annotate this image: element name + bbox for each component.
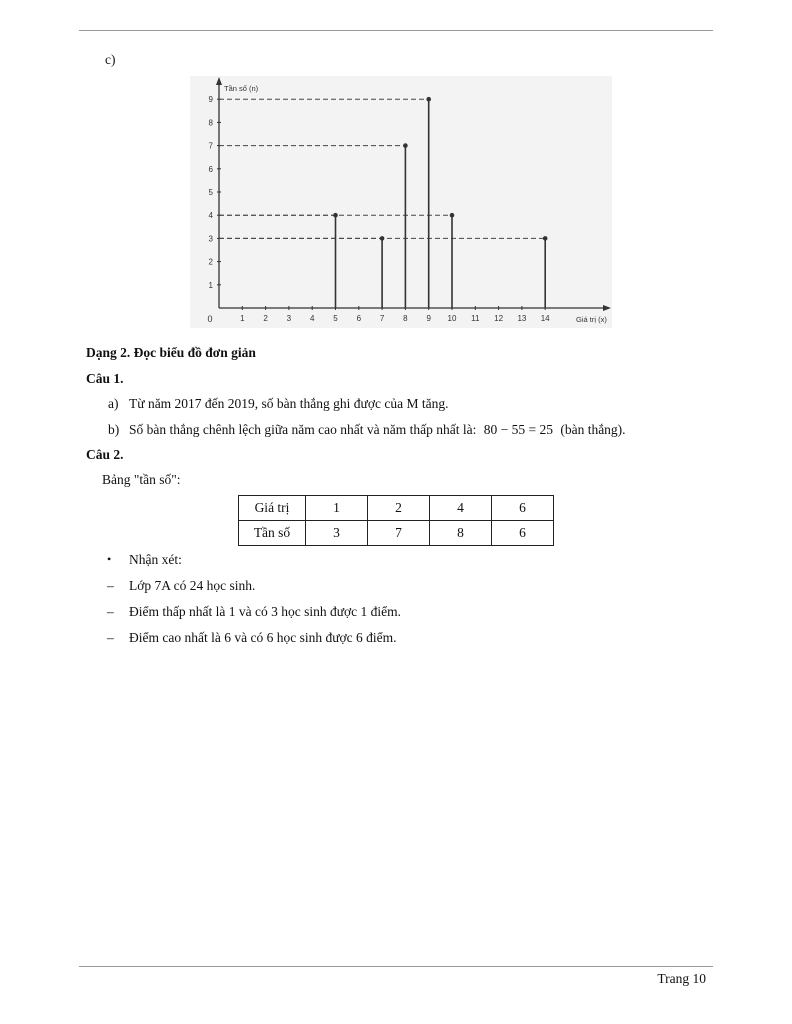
data-point bbox=[543, 236, 548, 241]
remark-item: Điểm cao nhất là 6 và có 6 học sinh được 6 điểm. bbox=[129, 630, 397, 645]
section-title: Dạng 2. Đọc biểu đồ đơn giản bbox=[86, 345, 256, 360]
page-number: Trang 10 bbox=[657, 971, 706, 986]
dash-icon: – bbox=[107, 630, 114, 645]
frequency-chart bbox=[190, 76, 612, 328]
x-tick-label: 8 bbox=[403, 314, 408, 323]
y-tick-label: 9 bbox=[208, 95, 213, 105]
q1-b-text: Số bàn thắng chênh lệch giữa năm cao nhất và năm thấp nhất là: bbox=[129, 422, 477, 437]
q1-b-formula: 80 − 55 = 25 bbox=[483, 422, 553, 437]
table-header-cell: Giá trị bbox=[239, 496, 306, 521]
y-tick-label: 6 bbox=[208, 164, 213, 174]
part-label: c) bbox=[105, 52, 116, 67]
data-point bbox=[380, 236, 385, 241]
question-2-title: Câu 2. bbox=[86, 447, 124, 462]
x-tick-label: 12 bbox=[494, 314, 504, 323]
frequency-table bbox=[238, 495, 554, 546]
q1-b-line bbox=[129, 422, 626, 438]
x-tick-label: 6 bbox=[356, 314, 362, 323]
x-axis-label: Giá trị (x) bbox=[576, 315, 607, 324]
remarks-heading: Nhận xét: bbox=[129, 552, 182, 567]
remark-item: Lớp 7A có 24 học sinh. bbox=[129, 578, 256, 593]
y-tick-label: 1 bbox=[208, 280, 213, 290]
data-point bbox=[333, 213, 338, 218]
chart-background bbox=[190, 76, 612, 328]
x-tick-label: 10 bbox=[447, 314, 457, 323]
table-header-cell: Tần số bbox=[239, 521, 306, 546]
bullet-icon: • bbox=[107, 552, 112, 566]
footer-rule bbox=[79, 966, 713, 967]
x-tick-label: 5 bbox=[333, 314, 338, 323]
table-intro: Bảng "tần số": bbox=[102, 472, 181, 487]
data-point bbox=[426, 97, 431, 102]
dash-icon: – bbox=[107, 604, 114, 619]
y-tick-label: 4 bbox=[208, 211, 213, 221]
table-cell: 8 bbox=[430, 521, 492, 546]
x-tick-label: 14 bbox=[540, 314, 550, 323]
q1-a-text: Từ năm 2017 đến 2019, số bàn thắng ghi được của M tăng. bbox=[129, 396, 449, 411]
question-1-title: Câu 1. bbox=[86, 371, 124, 386]
table-cell: 7 bbox=[368, 521, 430, 546]
data-point bbox=[403, 143, 408, 148]
x-tick-label: 1 bbox=[240, 314, 245, 323]
q1-a-label: a) bbox=[108, 396, 119, 411]
table-cell: 4 bbox=[430, 496, 492, 521]
x-tick-label: 13 bbox=[517, 314, 527, 323]
x-tick-label: 9 bbox=[426, 314, 431, 323]
y-axis-label: Tần số (n) bbox=[224, 84, 259, 93]
y-tick-label: 2 bbox=[208, 257, 213, 267]
y-tick-label: 7 bbox=[208, 141, 213, 151]
table-cell: 2 bbox=[368, 496, 430, 521]
origin-label: 0 bbox=[207, 314, 213, 324]
table-cell: 6 bbox=[492, 496, 554, 521]
remark-item: Điểm thấp nhất là 1 và có 3 học sinh được 1 điểm. bbox=[129, 604, 402, 619]
x-tick-label: 11 bbox=[471, 314, 480, 323]
table-cell: 6 bbox=[492, 521, 554, 546]
x-tick-label: 7 bbox=[379, 314, 385, 323]
y-tick-label: 8 bbox=[208, 118, 213, 128]
q1-b-suffix: (bàn thắng). bbox=[560, 422, 626, 437]
table-row bbox=[239, 521, 554, 546]
header-rule bbox=[79, 30, 713, 31]
table-cell: 1 bbox=[306, 496, 368, 521]
dash-icon: – bbox=[107, 578, 114, 593]
y-tick-label: 5 bbox=[208, 188, 213, 197]
table-cell: 3 bbox=[306, 521, 368, 546]
q1-b-label: b) bbox=[108, 422, 120, 437]
data-point bbox=[450, 213, 455, 218]
x-tick-label: 2 bbox=[263, 314, 268, 323]
x-tick-label: 3 bbox=[286, 314, 292, 323]
y-tick-label: 3 bbox=[208, 234, 213, 244]
x-tick-label: 4 bbox=[309, 314, 315, 323]
table-row bbox=[239, 496, 554, 521]
